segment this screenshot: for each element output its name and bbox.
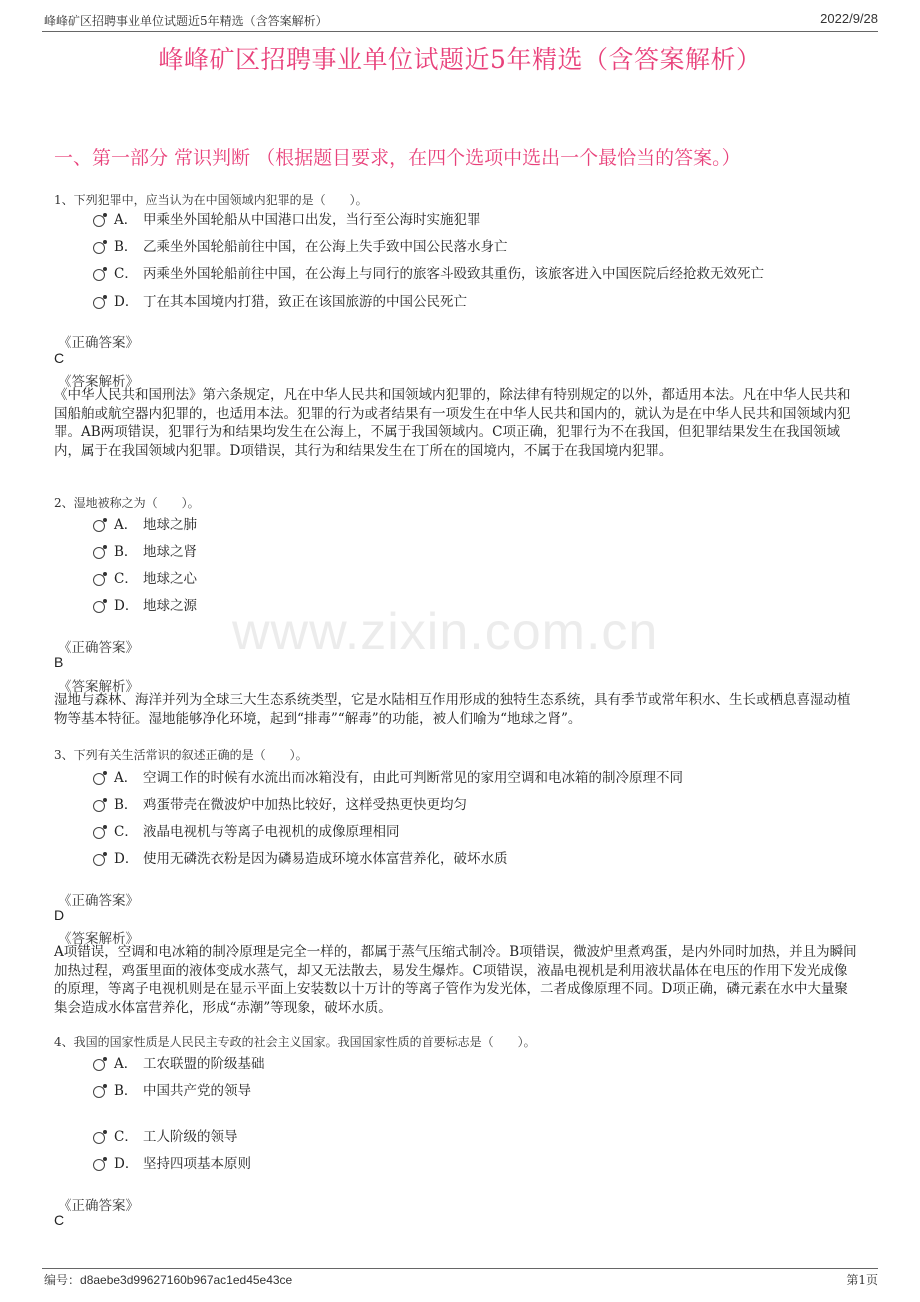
question-2-explanation: 湿地与森林、海洋并列为全球三大生态系统类型，它是水陆相互作用形成的独特生态系统，具有季节或常年积水、生长或栖息喜湿动植物等基本特征。湿地能够净化环境，起到“排毒”“解毒”的功能，被人们喻为“地球之肾”。 xyxy=(54,692,851,727)
option-letter: D． xyxy=(114,598,139,614)
question-4-stem: 4、我国的国家性质是人民民主专政的社会主义国家。我国国家性质的首要标志是（ ）。 xyxy=(54,1035,536,1049)
option-text: 地球之源 xyxy=(143,598,197,614)
radio-icon[interactable] xyxy=(93,773,105,785)
radio-icon[interactable] xyxy=(93,854,105,866)
document-title: 峰峰矿区招聘事业单位试题近5年精选（含答案解析） xyxy=(158,45,762,74)
option-text: 工人阶级的领导 xyxy=(143,1129,238,1145)
option-text: 鸡蛋带壳在微波炉中加热比较好，这样受热更快更均匀 xyxy=(143,797,467,813)
option-text: 乙乘坐外国轮船前往中国，在公海上失手致中国公民落水身亡 xyxy=(143,239,508,255)
question-1-option-c[interactable] xyxy=(93,262,764,282)
question-1-answer: C xyxy=(54,350,65,366)
question-3-stem: 3、下列有关生活常识的叙述正确的是（ ）。 xyxy=(54,748,308,762)
header-divider xyxy=(42,31,878,32)
option-text: 工农联盟的阶级基础 xyxy=(143,1056,265,1072)
option-text: 地球之肾 xyxy=(143,544,197,560)
radio-icon[interactable] xyxy=(93,800,105,812)
section-heading: 一、第一部分 常识判断 （根据题目要求，在四个选项中选出一个最恰当的答案。） xyxy=(54,147,741,169)
watermark: www.zixin.com.cn xyxy=(232,603,659,661)
question-2-option-a[interactable] xyxy=(93,513,197,533)
radio-icon[interactable] xyxy=(93,1086,105,1098)
option-text: 使用无磷洗衣粉是因为磷易造成环境水体富营养化，破坏水质 xyxy=(143,851,508,867)
header-date: 2022/9/28 xyxy=(820,11,878,26)
option-letter: D． xyxy=(114,851,139,867)
footer-id-label: 编号： xyxy=(44,1273,81,1287)
footer-id xyxy=(44,1271,292,1288)
radio-icon[interactable] xyxy=(93,269,105,281)
question-4-option-d[interactable] xyxy=(93,1152,251,1172)
option-letter: B． xyxy=(114,797,138,813)
radio-icon[interactable] xyxy=(93,574,105,586)
explanation-label: 《答案解析》 xyxy=(58,931,139,947)
option-letter: D． xyxy=(114,294,139,310)
option-letter: B． xyxy=(114,544,138,560)
radio-icon[interactable] xyxy=(93,242,105,254)
option-letter: C． xyxy=(114,571,138,587)
question-2-option-b[interactable] xyxy=(93,540,197,560)
question-1-option-b[interactable] xyxy=(93,235,508,255)
question-3-option-d[interactable] xyxy=(93,847,508,867)
footer-divider xyxy=(42,1268,878,1269)
question-2-stem: 2、湿地被称之为（ ）。 xyxy=(54,496,200,510)
question-1-option-d[interactable] xyxy=(93,290,467,310)
radio-icon[interactable] xyxy=(93,1159,105,1171)
option-text: 空调工作的时候有水流出而冰箱没有，由此可判断常见的家用空调和电冰箱的制冷原理不同 xyxy=(143,770,683,786)
option-text: 丁在其本国境内打猎，致正在该国旅游的中国公民死亡 xyxy=(143,294,467,310)
question-3-answer: D xyxy=(54,907,65,923)
option-text: 地球之心 xyxy=(143,571,197,587)
option-text: 丙乘坐外国轮船前往中国，在公海上与同行的旅客斗殴致其重伤，该旅客进入中国医院后经抢救无效死亡 xyxy=(143,266,764,282)
answer-label: 《正确答案》 xyxy=(58,1198,139,1214)
option-letter: A． xyxy=(114,212,138,228)
option-letter: A． xyxy=(114,517,138,533)
radio-icon[interactable] xyxy=(93,547,105,559)
answer-label: 《正确答案》 xyxy=(58,335,139,351)
option-text: 中国共产党的领导 xyxy=(143,1083,251,1099)
question-1-stem: 1、下列犯罪中，应当认为在中国领域内犯罪的是（ ）。 xyxy=(54,193,368,207)
question-2-option-d[interactable] xyxy=(93,594,197,614)
option-letter: B． xyxy=(114,239,138,255)
question-3-option-a[interactable] xyxy=(93,766,683,786)
option-text: 坚持四项基本原则 xyxy=(143,1156,251,1172)
question-4-option-a[interactable] xyxy=(93,1052,265,1072)
radio-icon[interactable] xyxy=(93,1059,105,1071)
header-document-name: 峰峰矿区招聘事业单位试题近5年精选（含答案解析） xyxy=(44,14,328,28)
radio-icon[interactable] xyxy=(93,215,105,227)
radio-icon[interactable] xyxy=(93,520,105,532)
radio-icon[interactable] xyxy=(93,601,105,613)
question-3-explanation: A项错误，空调和电冰箱的制冷原理是完全一样的，都属于蒸气压缩式制冷。B项错误，微波炉里煮鸡蛋，是内外同时加热，并且为瞬间加热过程，鸡蛋里面的液体变成水蒸气，却又无法散去，易发生爆炸。C项错误，液晶电视机是利用液状晶体在电压的作用下发光成像的原理，等离子电视机则是在显示平面上安装数以十万计的等离子管作为发光体，二者成像原理不同。D项正确，磷元素在水中大量聚集会造成水体富营养化，形成“赤潮”等现象，破坏水质。 xyxy=(54,944,857,1016)
question-4-option-c[interactable] xyxy=(93,1125,238,1145)
question-4-answer: C xyxy=(54,1212,65,1228)
radio-icon[interactable] xyxy=(93,827,105,839)
option-letter: C． xyxy=(114,266,138,282)
radio-icon[interactable] xyxy=(93,1132,105,1144)
footer-id-code: d8aebe3d99627160b967ac1ed45e43ce xyxy=(80,1273,293,1287)
question-2-answer: B xyxy=(54,654,64,670)
question-1-explanation: 《中华人民共和国刑法》第六条规定，凡在中华人民共和国领域内犯罪的，除法律有特别规定的以外，都适用本法。凡在中华人民共和国船舶或航空器内犯罪的，也适用本法。犯罪的行为或者结果有一项发生在中华人民共和国内的，就认为是在中华人民共和国领域内犯罪。AB两项错误，犯罪行为和结果均发生在公海上，不属于我国领域内。C项正确，犯罪行为不在我国，但犯罪结果发生在我国领域内，属于在我国领域内犯罪。D项错误，其行为和结果发生在丁所在的国境内，不属于在我国境内犯罪。 xyxy=(54,387,851,459)
option-letter: B． xyxy=(114,1083,138,1099)
option-letter: C． xyxy=(114,1129,138,1145)
explanation-label: 《答案解析》 xyxy=(58,374,139,390)
option-letter: A． xyxy=(114,1056,138,1072)
question-3-option-c[interactable] xyxy=(93,820,400,840)
option-letter: D． xyxy=(114,1156,139,1172)
question-3-option-b[interactable] xyxy=(93,793,467,813)
option-letter: C． xyxy=(114,824,138,840)
answer-label: 《正确答案》 xyxy=(58,640,139,656)
option-text: 液晶电视机与等离子电视机的成像原理相同 xyxy=(143,824,400,840)
option-text: 甲乘坐外国轮船从中国港口出发，当行至公海时实施犯罪 xyxy=(143,212,481,228)
explanation-label: 《答案解析》 xyxy=(58,679,139,695)
question-1-option-a[interactable] xyxy=(93,208,481,228)
radio-icon[interactable] xyxy=(93,297,105,309)
question-2-option-c[interactable] xyxy=(93,567,197,587)
page-number: 第1页 xyxy=(846,1273,878,1287)
option-letter: A． xyxy=(114,770,138,786)
answer-label: 《正确答案》 xyxy=(58,893,139,909)
question-4-option-b[interactable] xyxy=(93,1079,251,1099)
option-text: 地球之肺 xyxy=(143,517,197,533)
